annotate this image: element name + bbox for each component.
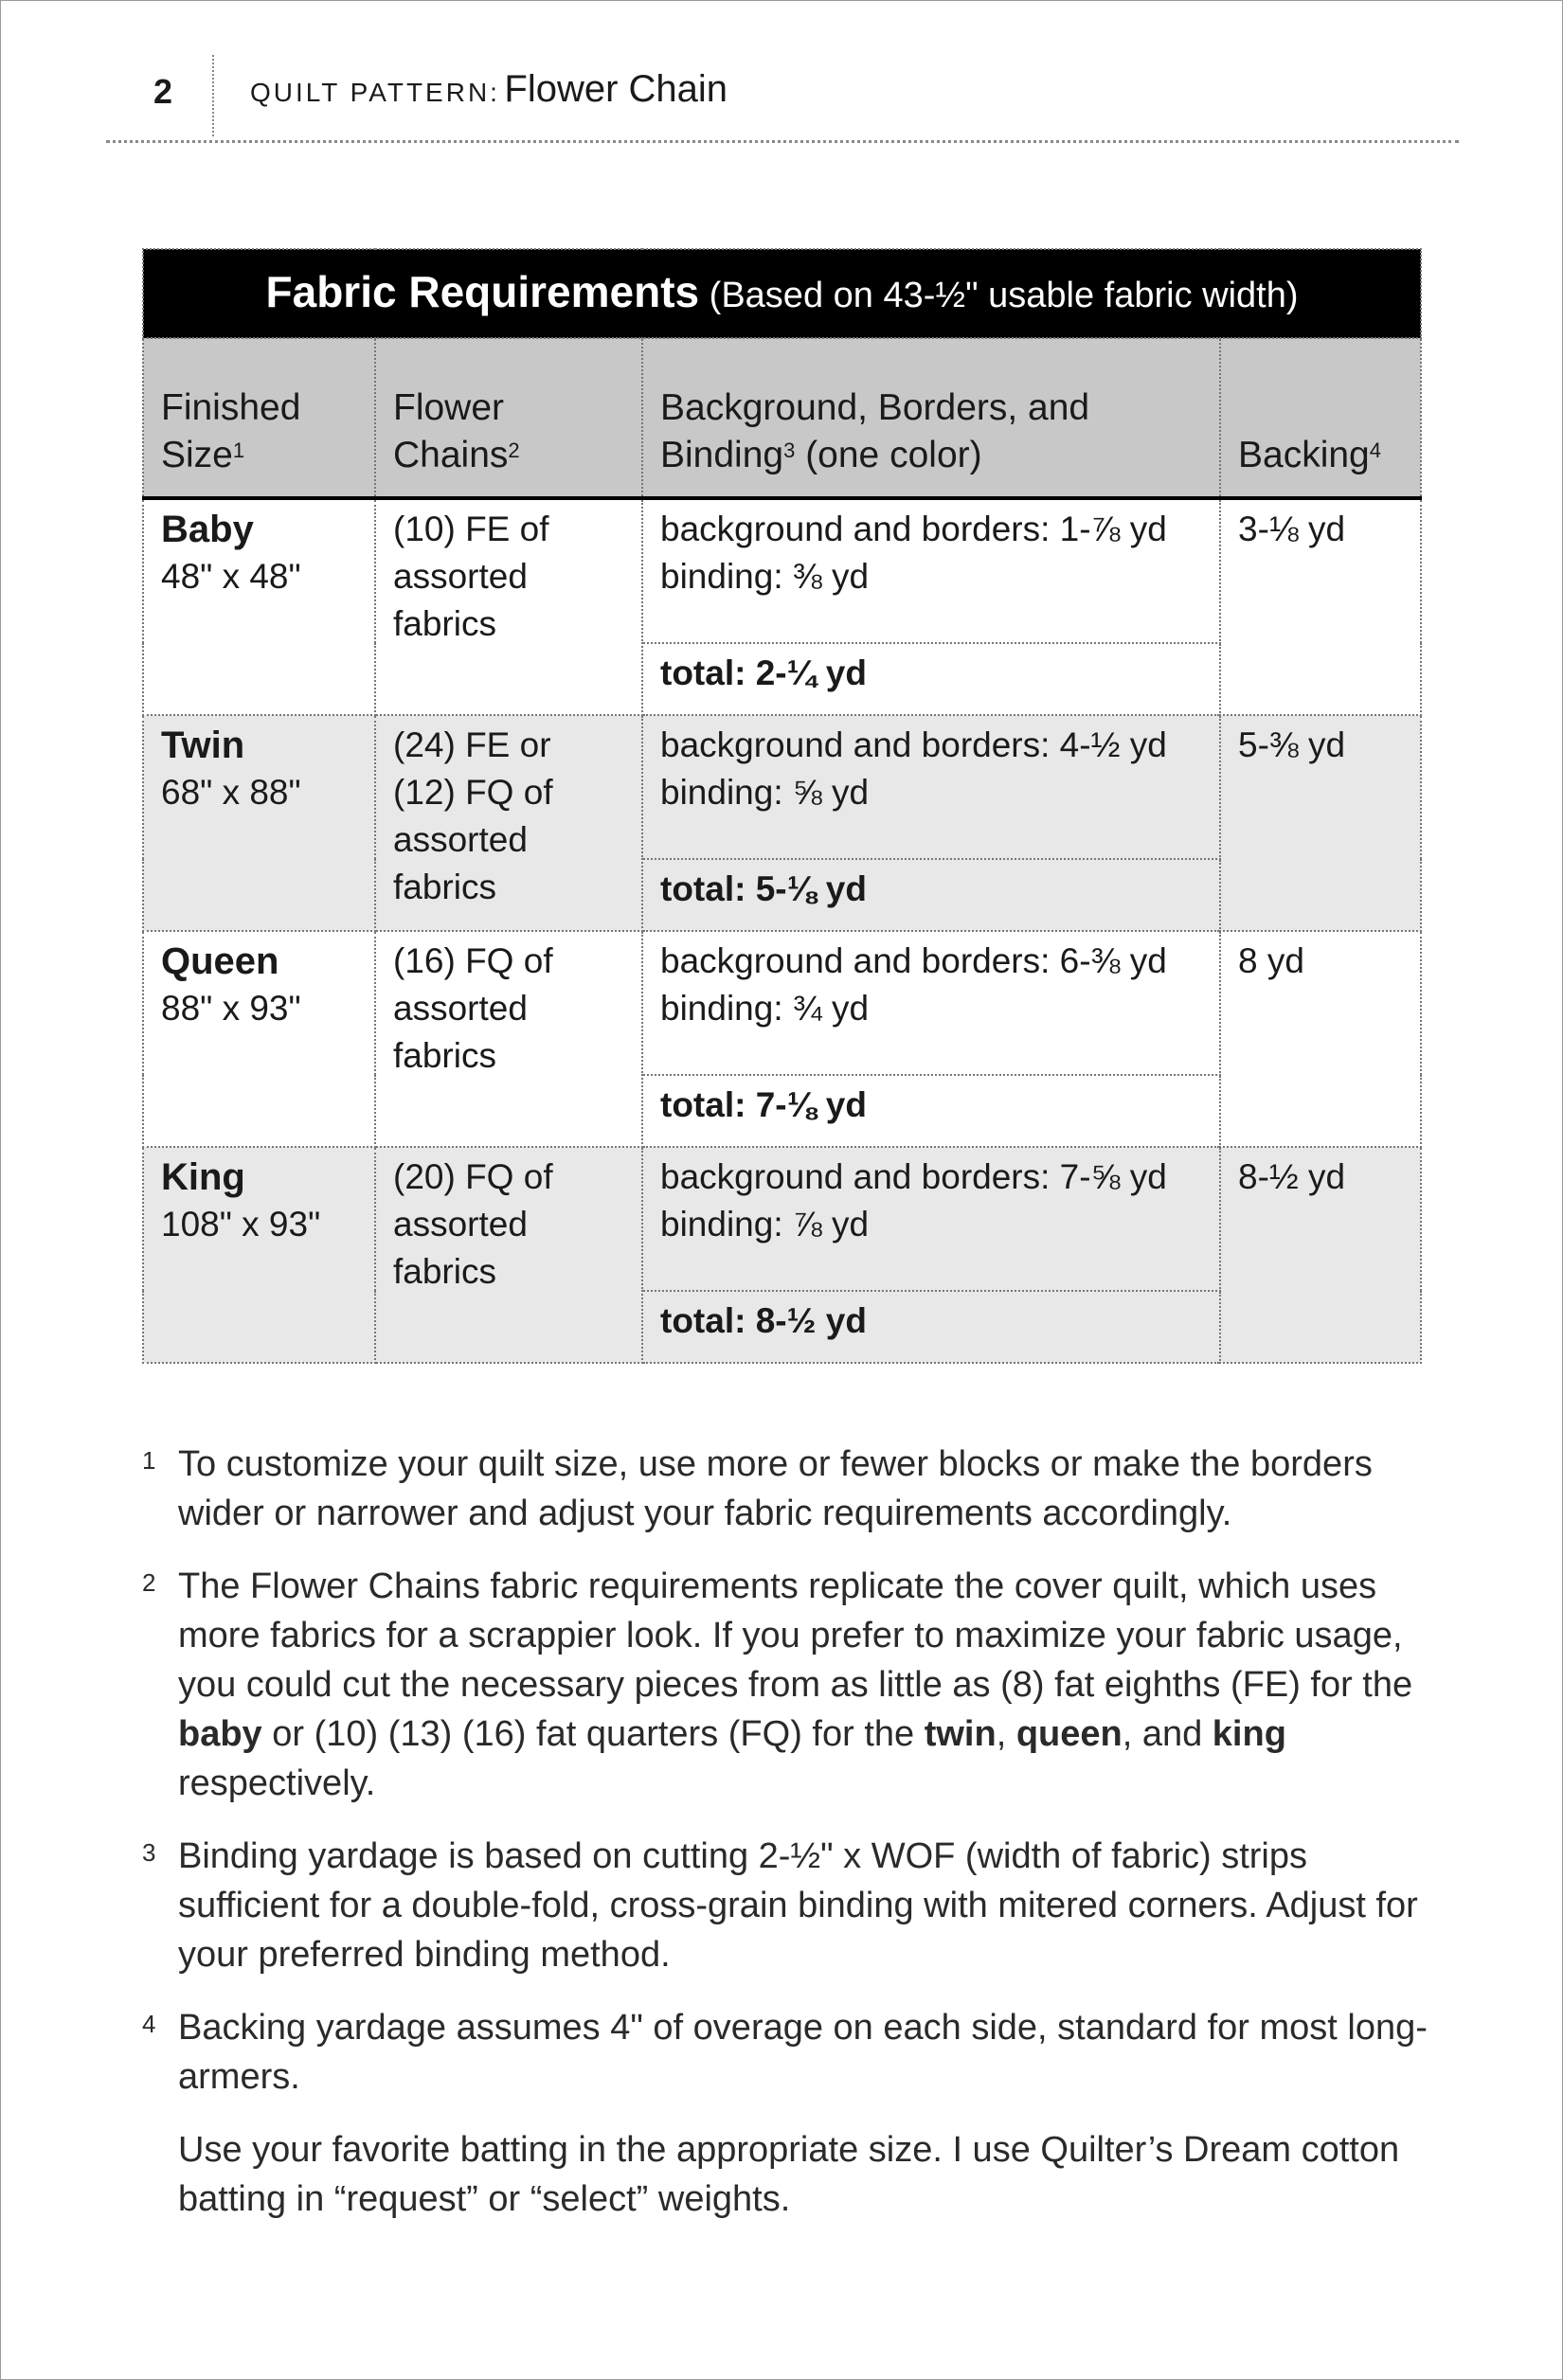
- footnote-number: 3: [142, 1838, 156, 1867]
- size-name: King: [161, 1156, 245, 1198]
- chains-line: fabrics: [393, 604, 496, 643]
- header-text: Chains: [393, 435, 509, 475]
- footnote-text: Binding yardage is based on cutting 2-½" x WOF (width of fabric) strips sufficient for a double-fold, cross-grain binding with mitered corners. Adjust for your preferred binding method.: [178, 1836, 1418, 1975]
- chains-line: (10) FE of: [393, 510, 549, 548]
- text-run: ,: [996, 1714, 1016, 1754]
- binding-line: binding: ¾ yd: [660, 989, 870, 1028]
- chains-cell: [375, 1147, 642, 1363]
- size-dimensions: 108" x 93": [161, 1205, 321, 1244]
- bg-borders-line: background and borders: 1-⅞ yd: [660, 510, 1167, 548]
- size-cell: [143, 1147, 375, 1363]
- column-header-chains: [375, 338, 642, 498]
- text-run: , and: [1122, 1714, 1213, 1754]
- text-run: or (10) (13) (16) fat quarters (FQ) for the: [261, 1714, 925, 1754]
- background-cell: [642, 498, 1220, 643]
- table-row: [143, 715, 1421, 859]
- size-dimensions: 48" x 48": [161, 557, 301, 596]
- total-cell: total: 7-⅛ yd: [642, 1075, 1220, 1147]
- table-row: [143, 1147, 1421, 1291]
- bold-size-queen: queen: [1015, 1714, 1123, 1754]
- page-header: [106, 49, 1459, 143]
- bold-size-baby: baby: [178, 1714, 262, 1754]
- running-title: [250, 68, 728, 111]
- backing-cell: 8 yd: [1220, 931, 1421, 1147]
- bg-borders-line: background and borders: 6-⅜ yd: [660, 941, 1167, 980]
- chains-line: (20) FQ of: [393, 1157, 553, 1196]
- table-header-row: [143, 338, 1421, 498]
- background-cell: [642, 715, 1220, 859]
- size-name: Queen: [161, 940, 279, 982]
- background-cell: [642, 1147, 1220, 1291]
- bg-borders-line: background and borders: 4-½ yd: [660, 725, 1167, 764]
- chains-line: fabrics: [393, 1036, 496, 1075]
- size-name: Baby: [161, 509, 254, 550]
- size-cell: [143, 715, 375, 931]
- backing-cell: 5-⅜ yd: [1220, 715, 1421, 931]
- table-row: [143, 931, 1421, 1075]
- chains-line: (16) FQ of: [393, 941, 553, 980]
- backing-cell: 3-⅛ yd: [1220, 498, 1421, 715]
- header-separator: [212, 55, 214, 136]
- background-cell: [642, 931, 1220, 1075]
- binding-line: binding: ⅜ yd: [660, 557, 870, 596]
- size-name: Twin: [161, 725, 245, 766]
- bg-borders-line: background and borders: 7-⅝ yd: [660, 1157, 1167, 1196]
- footnote-ref: 2: [508, 438, 520, 462]
- chains-cell: [375, 715, 642, 931]
- header-text: Size: [161, 435, 233, 475]
- total-cell: total: 2-¼ yd: [642, 643, 1220, 715]
- table-row: [143, 498, 1421, 643]
- footnote-number: 4: [142, 2010, 156, 2038]
- footnote-4: [142, 2003, 1430, 2102]
- chains-line: assorted: [393, 1205, 528, 1244]
- page-number: 2: [153, 72, 173, 111]
- size-dimensions: 88" x 93": [161, 989, 301, 1028]
- column-header-size: [143, 338, 375, 498]
- text-run: The Flower Chains fabric requirements replicate the cover quilt, which uses more fabrics for a scrappier look. If you prefer to maximize your fabric usage, you could cut the necessary pieces from as little as (8) fat eighths (FE) for the: [178, 1566, 1413, 1705]
- column-header-background: [642, 338, 1220, 498]
- header-text: Backing: [1238, 435, 1370, 475]
- closing-text: Use your favorite batting in the appropriate size. I use Quilter’s Dream cotton batting in “request” or “select” weights.: [178, 2130, 1400, 2219]
- bold-size-king: king: [1212, 1714, 1286, 1754]
- size-cell: [143, 931, 375, 1147]
- backing-cell: 8-½ yd: [1220, 1147, 1421, 1363]
- chains-line: fabrics: [393, 1252, 496, 1291]
- footnote-text: Backing yardage assumes 4" of overage on each side, standard for most long-armers.: [178, 2008, 1428, 2097]
- table-title-sub: (Based on 43-½" usable fabric width): [709, 276, 1299, 315]
- header-text: Binding: [660, 435, 784, 475]
- chains-line: assorted: [393, 989, 528, 1028]
- text-run: respectively.: [178, 1763, 376, 1803]
- table-title-main: Fabric Requirements: [265, 267, 700, 316]
- header-text: Background, Borders, and: [660, 387, 1090, 428]
- chains-cell: [375, 931, 642, 1147]
- chains-cell: [375, 498, 642, 715]
- footnote-number: 1: [142, 1446, 156, 1475]
- chains-line: assorted: [393, 820, 528, 859]
- size-dimensions: 68" x 88": [161, 773, 301, 812]
- total-cell: total: 5-⅛ yd: [642, 859, 1220, 931]
- footnote-3: [142, 1832, 1430, 1979]
- pattern-name: Flower Chain: [504, 68, 728, 110]
- size-cell: [143, 498, 375, 715]
- footnotes: [142, 1440, 1430, 2247]
- fabric-requirements-table: [142, 248, 1422, 1364]
- table-title: [143, 249, 1421, 338]
- chains-line: fabrics: [393, 868, 496, 906]
- column-header-backing: [1220, 338, 1421, 498]
- footnote-ref: 4: [1369, 438, 1381, 462]
- footnote-number: 2: [142, 1568, 156, 1597]
- binding-line: binding: ⅞ yd: [660, 1205, 870, 1244]
- header-text: Flower: [393, 387, 505, 428]
- footnote-2: [142, 1562, 1430, 1808]
- footnote-text: [178, 1562, 1430, 1808]
- binding-line: binding: ⅝ yd: [660, 773, 870, 812]
- chains-line: (24) FE or: [393, 725, 551, 764]
- footnote-text: To customize your quilt size, use more or fewer blocks or make the borders wider or narrower and adjust your fabric requirements accordingly.: [178, 1444, 1373, 1533]
- bold-size-twin: twin: [924, 1714, 997, 1754]
- footnote-ref: 1: [232, 438, 245, 462]
- chains-line: (12) FQ of: [393, 773, 553, 812]
- footnote-ref: 3: [783, 438, 796, 462]
- header-text: Finished: [161, 387, 301, 428]
- chains-line: assorted: [393, 557, 528, 596]
- header-text: (one color): [795, 435, 982, 475]
- closing-note: [142, 2125, 1430, 2224]
- total-cell: total: 8-½ yd: [642, 1291, 1220, 1363]
- footnote-1: [142, 1440, 1430, 1538]
- pattern-label: QUILT PATTERN:: [250, 78, 500, 107]
